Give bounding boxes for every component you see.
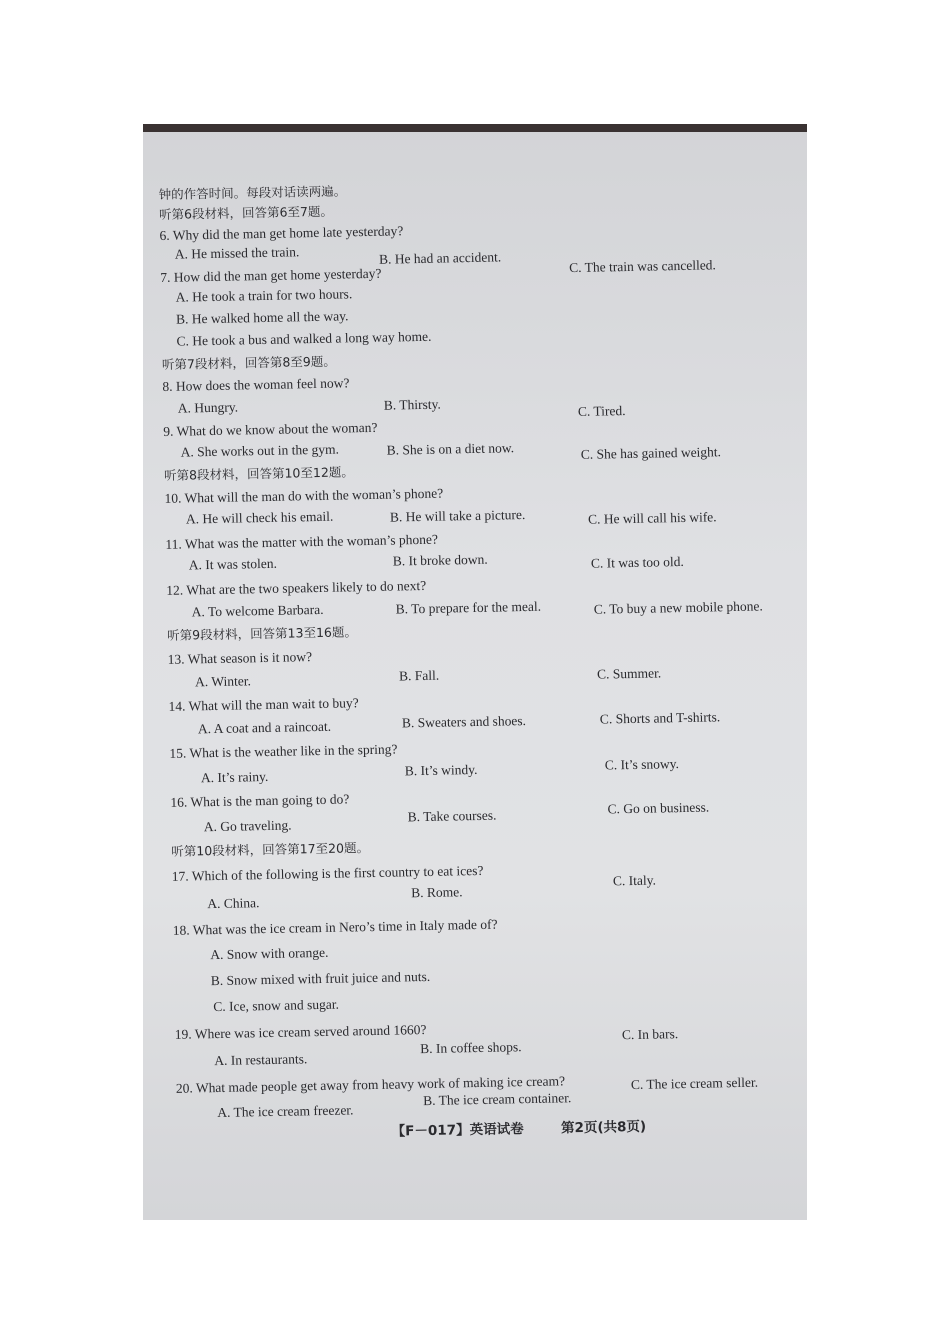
- question-18-option-c: C. Ice, snow and sugar.: [213, 996, 340, 1015]
- section-8-heading: 听第8段材料，回答第10至12题。: [163, 464, 354, 483]
- question-20-stem: 20. What made people get away from heavy work of making ice cream?: [175, 1073, 566, 1096]
- question-19-option-c: C. In bars.: [621, 1026, 679, 1043]
- question-14-stem: 14. What will the man wait to buy?: [168, 695, 359, 714]
- question-8-option-c: C. Tired.: [577, 403, 626, 419]
- question-18-stem: 18. What was the ice cream in Nero’s time in Italy made of?: [172, 916, 498, 938]
- question-14-option-c: C. Shorts and T-shirts.: [599, 709, 721, 727]
- question-11-option-a: A. It was stolen.: [188, 555, 278, 573]
- question-7-stem: 7. How did the man get home yesterday?: [160, 265, 382, 285]
- question-20-option-b: B. The ice cream container.: [422, 1090, 572, 1109]
- section-9-heading: 听第9段材料，回答第13至16题。: [167, 624, 358, 643]
- question-16-option-a: A. Go traveling.: [203, 817, 292, 835]
- question-6-option-c: C. The train was cancelled.: [569, 257, 716, 276]
- section-6-heading: 听第6段材料，回答第6至7题。: [158, 203, 334, 222]
- question-10-option-a: A. He will check his email.: [185, 508, 334, 527]
- question-12-option-c: C. To buy a new mobile phone.: [593, 598, 763, 617]
- scanned-exam-photo: [143, 124, 807, 1220]
- question-8-option-b: B. Thirsty.: [383, 396, 441, 413]
- question-10-stem: 10. What will the man do with the woman’s phone?: [164, 485, 444, 506]
- question-11-stem: 11. What was the matter with the woman’s phone?: [165, 531, 439, 552]
- question-16-option-b: B. Take courses.: [407, 807, 497, 825]
- question-15-option-a: A. It’s rainy.: [200, 768, 269, 786]
- question-12-stem: 12. What are the two speakers likely to do next?: [166, 577, 427, 598]
- question-9-option-c: C. She has gained weight.: [580, 444, 722, 462]
- question-19-option-a: A. In restaurants.: [214, 1051, 308, 1069]
- question-15-option-c: C. It’s snowy.: [604, 756, 680, 773]
- question-9-stem: 9. What do we know about the woman?: [163, 419, 378, 439]
- question-9-option-a: A. She works out in the gym.: [180, 441, 340, 460]
- question-6-stem: 6. Why did the man get home late yesterday?: [159, 223, 404, 243]
- question-15-stem: 15. What is the weather like in the spring?: [169, 741, 398, 761]
- question-19-stem: 19. Where was ice cream served around 1660?: [174, 1021, 427, 1042]
- question-14-option-a: A. A coat and a raincoat.: [197, 718, 332, 737]
- question-20-option-c: C. The ice cream seller.: [630, 1074, 759, 1093]
- question-9-option-b: B. She is on a diet now.: [386, 440, 515, 458]
- question-15-option-b: B. It’s windy.: [404, 761, 478, 779]
- question-14-option-b: B. Sweaters and shoes.: [401, 713, 527, 731]
- question-20-option-a: A. The ice cream freezer.: [217, 1102, 354, 1121]
- question-16-stem: 16. What is the man going to do?: [170, 791, 350, 810]
- question-18-option-a: A. Snow with orange.: [210, 944, 329, 963]
- question-13-option-a: A. Winter.: [194, 673, 252, 690]
- footer-exam-code: 【F－017】英语试卷: [391, 1121, 524, 1140]
- question-17-option-c: C. Italy.: [612, 872, 657, 889]
- question-11-option-c: C. It was too old.: [590, 553, 684, 571]
- question-13-option-c: C. Summer.: [596, 665, 662, 682]
- question-13-option-b: B. Fall.: [398, 667, 440, 684]
- question-8-stem: 8. How does the woman feel now?: [162, 375, 350, 394]
- exam-page: [143, 126, 807, 1220]
- question-17-option-a: A. China.: [207, 895, 260, 912]
- section-7-heading: 听第7段材料，回答第8至9题。: [161, 353, 336, 372]
- question-12-option-a: A. To welcome Barbara.: [191, 601, 324, 620]
- question-12-option-b: B. To prepare for the meal.: [395, 598, 542, 617]
- section-10-heading: 听第10段材料，回答第17至20题。: [171, 840, 370, 859]
- question-13-stem: 13. What season is it now?: [167, 649, 313, 667]
- question-19-option-b: B. In coffee shops.: [419, 1039, 522, 1057]
- footer-page-number: 第2页(共8页): [560, 1118, 647, 1137]
- question-7-option-c: C. He took a bus and walked a long way home.: [176, 328, 432, 349]
- question-18-option-b: B. Snow mixed with fruit juice and nuts.: [210, 968, 431, 989]
- question-11-option-b: B. It broke down.: [392, 551, 488, 569]
- question-17-stem: 17. Which of the following is the first country to eat ices?: [171, 862, 484, 884]
- question-10-option-c: C. He will call his wife.: [587, 509, 717, 527]
- question-6-option-b: B. He had an accident.: [378, 249, 502, 267]
- question-17-option-b: B. Rome.: [411, 884, 463, 901]
- page-footer: [392, 1115, 647, 1140]
- question-8-option-a: A. Hungry.: [177, 399, 239, 416]
- question-10-option-b: B. He will take a picture.: [389, 507, 526, 525]
- intro-text: 钟的作答时间。每段对话读两遍。: [158, 183, 347, 202]
- question-7-option-b: B. He walked home all the way.: [175, 308, 349, 327]
- question-6-option-a: A. He missed the train.: [174, 244, 300, 262]
- question-16-option-c: C. Go on business.: [607, 799, 710, 817]
- question-7-option-a: A. He took a train for two hours.: [175, 286, 353, 305]
